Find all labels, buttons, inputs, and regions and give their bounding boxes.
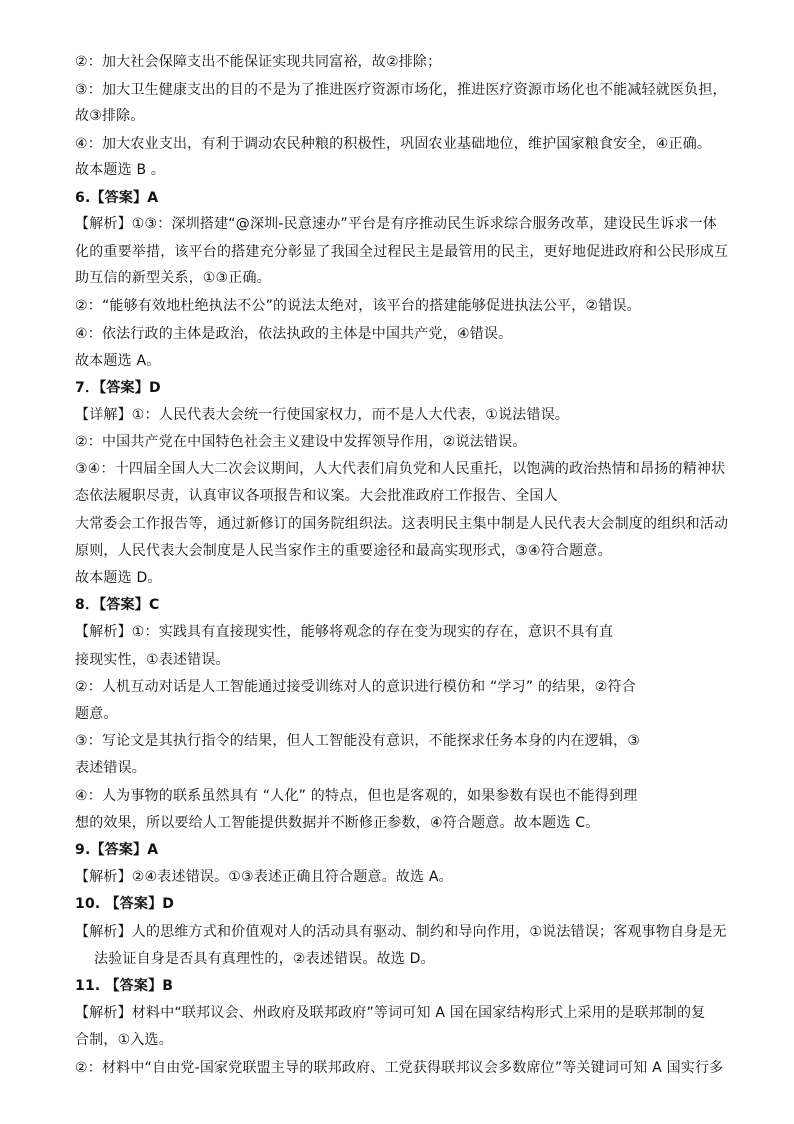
text-line: 故③排除。 bbox=[75, 108, 145, 124]
text-line: 态依法履职尽责，认真审议各项报告和议案。大会批准政府工作报告、全国人 bbox=[75, 488, 558, 504]
text-line: 【解析】①③：深圳搭建“@深圳-民意速办”平台是有序推动民生诉求综合服务改革，建设民生诉求一体 bbox=[75, 216, 718, 232]
answer-heading: 10. 【答案】D bbox=[75, 896, 175, 912]
text-line: 助互信的新型关系，①③正确。 bbox=[75, 270, 271, 286]
text-line: 化的重要举措，该平台的搭建充分彰显了我国全过程民主是最管用的民主，更好地促进政府和公民形成互 bbox=[75, 244, 729, 260]
text-line: ④：加大农业支出，有利于调动农民种粮的积极性，巩固农业基础地位，维护国家粮食安全，④正确。 bbox=[75, 136, 712, 152]
text-line: 原则，人民代表大会制度是人民当家作主的重要途径和最高实现形式，③④符合题意。 bbox=[75, 543, 612, 559]
text-line: ④：依法行政的主体是政治，依法执政的主体是中国共产党，④错误。 bbox=[75, 326, 513, 342]
text-line: 大常委会工作报告等，通过新修订的国务院组织法。这表明民主集中制是人民代表大会制度的组织和活动 bbox=[75, 516, 729, 532]
text-line: 【解析】材料中“联邦议会、州政府及联邦政府”等词可知 A 国在国家结构形式上采用的是联邦制的复 bbox=[75, 1005, 706, 1021]
text-line: ②：中国共产党在中国特色社会主义建设中发挥领导作用，②说法错误。 bbox=[75, 434, 527, 450]
text-line: ②：材料中“自由党-国家党联盟主导的联邦政府、工党获得联邦议会多数席位”等关键词可知 A 国实行多 bbox=[75, 1060, 724, 1076]
text-line: 故本题选 A。 bbox=[75, 353, 161, 369]
text-line: 表述错误。 bbox=[75, 760, 146, 776]
text-line: ④：人为事物的联系虽然具有 “人化” 的特点，但也是客观的，如果参数有误也不能得到理 bbox=[75, 788, 638, 804]
text-line: 【详解】①：人民代表大会统一行使国家权力，而不是人大代表，①说法错误。 bbox=[75, 407, 570, 423]
text-line: 合制，①入选。 bbox=[75, 1032, 173, 1048]
text-line: 【解析】①：实践具有直接现实性，能够将观念的存在变为现实的存在，意识不具有直 bbox=[75, 624, 614, 640]
answer-heading: 8．【答案】C bbox=[75, 597, 160, 613]
text-line: ②：“能够有效地杜绝执法不公”的说法太绝对，该平台的搭建能够促进执法公平，②错误。 bbox=[75, 298, 641, 314]
text-line: 【解析】人的思维方式和价值观对人的活动具有驱动、制约和导向作用，①说法错误；客观事物自身是无 bbox=[75, 924, 727, 940]
text-line: ③：写论文是其执行指令的结果，但人工智能没有意识，不能探求任务本身的内在逻辑，③ bbox=[75, 733, 641, 749]
text-line: 故本题选 B 。 bbox=[75, 162, 166, 178]
text-line: ②：加大社会保障支出不能保证实现共同富裕，故②排除； bbox=[75, 54, 442, 70]
text-line: 题意。 bbox=[75, 706, 118, 722]
text-line: 【解析】②④表述错误。①③表述正确且符合题意。故选 A。 bbox=[75, 869, 453, 885]
text-line: 想的效果，所以要给人工智能提供数据并不断修正参数，④符合题意。故本题选 C。 bbox=[75, 815, 600, 831]
text-line: ③：加大卫生健康支出的目的不是为了推进医疗资源市场化，推进医疗资源市场化也不能减轻就医负担， bbox=[75, 82, 727, 98]
text-line: ②：人机互动对话是人工智能通过接受训练对人的意识进行模仿和 “学习” 的结果，②符合 bbox=[75, 679, 636, 695]
answer-heading: 9.【答案】A bbox=[75, 842, 159, 858]
text-line: 法验证自身是否具有真理性的，②表述错误。故选 D。 bbox=[94, 951, 435, 967]
answer-heading: 6.【答案】A bbox=[75, 190, 159, 206]
text-line: ③④：十四届全国人大二次会议期间，人大代表们肩负党和人民重托，以饱满的政治热情和昂扬的精神状 bbox=[75, 461, 726, 477]
answer-heading: 7．【答案】D bbox=[75, 380, 161, 396]
text-line: 接现实性，①表述错误。 bbox=[75, 652, 230, 668]
answer-heading: 11. 【答案】B bbox=[75, 978, 174, 994]
text-line: 故本题选 D。 bbox=[75, 570, 162, 586]
